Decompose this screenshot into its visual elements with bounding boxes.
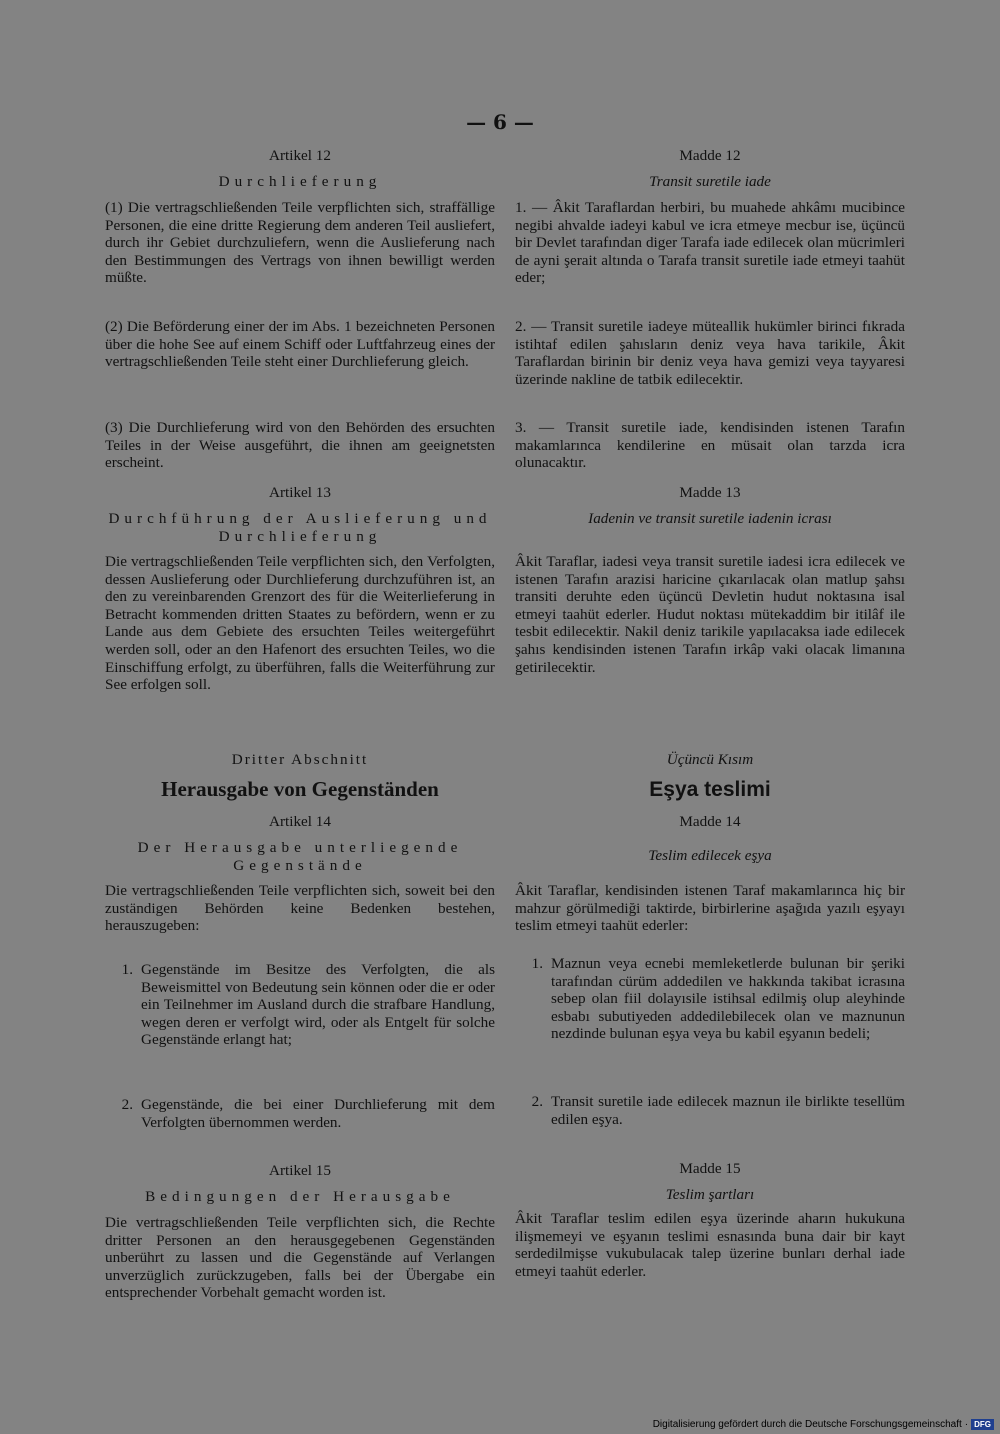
artikel-14-subtitle: Der Herausgabe unterliegende Gegenstände — [137, 839, 463, 874]
artikel-15-para-1: Die vertragschließenden Teile verpflichten sich, die Rechte dritter Personen an den herausgegebenen Gegenständen unberührt zu lassen und die Gegenstände auf Verlangen unverzüglich zurückzugeben, falls bei der Übergabe ein entsprechender Vorbehalt gemacht worden ist. — [105, 1214, 495, 1302]
madde-14-title: Madde 14 — [679, 813, 741, 830]
artikel-13-para-1: Die vertragschließenden Teile verpflichten sich, den Verfolgten, dessen Auslieferung oder Durchlieferung durchzuführen ist, an den zu vereinbarenden Grenzort des für die Weiterlieferung in Betracht kommenden dritten Staates zu befördern, wenn er zu Lande aus dem Gebiete des ersuchten Teiles weitergeführt werden soll, oder an den Hafenort des ersuchten Teiles, wo die Einschiffung erfolgt, zu überführen, falls die Weiterführung zur See erfolgen soll. — [105, 553, 495, 694]
section-3-title: Dritter Abschnitt — [231, 751, 369, 768]
section-3-heading-tr: Eşya teslimi — [649, 778, 771, 801]
artikel-13-subtitle: Durchführung der Auslieferung und Durchlieferung — [108, 510, 492, 545]
item-text: Gegenstände im Besitze des Verfolgten, die als Beweismittel von Bedeutung sein können oder die er oder ein Teilnehmer im Ausland durch die strafbare Handlung, wegen deren er verfolgt wird, oder als Entgelt für solche Gegenstände erlangt hat; — [141, 961, 495, 1049]
madde-14-item-2 — [515, 1093, 905, 1128]
madde-12-para-2: 2. — Transit suretile iadeye müteallik hukümler birinci fıkrada istihtaf edilen şahısların deniz veya hava tarikile, Âkit Taraflardan birinin bir deniz veya hava gemizi veya tayyaresi üzerinde nakline de tatbik edilecektir. — [515, 318, 905, 388]
section-3-title-tr: Üçüncü Kısım — [666, 751, 754, 768]
artikel-12-para-1: (1) Die vertragschließenden Teile verpflichten sich, straffällige Personen, die eine dritte Regierung dem anderen Teil ausliefert, durch ihr Gebiet durchzuliefern, wenn die Auslieferung nach den Bestimmungen des Vertrags von ihnen bewilligt werden müßte. — [105, 199, 495, 287]
madde-14-item-1 — [515, 955, 905, 1043]
page-number: — 6 — — [466, 110, 534, 134]
artikel-12-subtitle: Durchlieferung — [218, 173, 382, 190]
artikel-12-para-2: (2) Die Beförderung einer der im Abs. 1 bezeichneten Personen über die hohe See auf einem Schiff oder Luftfahrzeug eines der vertragschließenden Teile steht einer Durchlieferung gleich. — [105, 318, 495, 371]
artikel-12-title: Artikel 12 — [268, 147, 331, 164]
footer-text: Digitalisierung gefördert durch die Deutsche Forschungsgemeinschaft — [652, 1419, 962, 1430]
artikel-15-title: Artikel 15 — [268, 1162, 331, 1179]
madde-12-subtitle: Transit suretile iade — [649, 173, 771, 190]
item-text: Transit suretile iade edilecek maznun ile birlikte tesellüm edilen eşya. — [551, 1093, 905, 1128]
madde-13-title: Madde 13 — [679, 484, 741, 501]
artikel-12-para-3: (3) Die Durchlieferung wird von den Behörden des ersuchten Teiles in der Weise ausgeführt, die ihnen am geeignetsten erscheint. — [105, 419, 495, 472]
artikel-14-title: Artikel 14 — [268, 813, 331, 830]
item-number: 1. — [531, 955, 543, 972]
artikel-14-para-1: Die vertragschließenden Teile verpflichten sich, soweit bei den zuständigen Behörden keine Bedenken bestehen, herauszugeben: — [105, 882, 495, 935]
madde-13-subtitle: Iadenin ve transit suretile iadenin icrası — [588, 510, 832, 527]
digitization-footer: Digitalisierung gefördert durch die Deutsche Forschungsgemeinschaft · DFG — [653, 1419, 994, 1430]
section-3-heading: Herausgabe von Gegenständen — [161, 777, 439, 801]
artikel-14-item-2 — [105, 1096, 495, 1131]
madde-15-para-1: Âkit Taraflar teslim edilen eşya üzerinde aharın hukukuna ilişmemeyi ve eşyanın teslimi esnasında buna dair bir kayt serdedilmişse vukubulacak talep üzerine bunları derhal iade etmeyi taahüt ederler. — [515, 1210, 905, 1280]
madde-15-title: Madde 15 — [679, 1160, 741, 1177]
artikel-14-item-1 — [105, 961, 495, 1049]
artikel-13-title: Artikel 13 — [268, 484, 331, 501]
artikel-15-subtitle: Bedingungen der Herausgabe — [145, 1188, 455, 1205]
madde-12-para-3: 3. — Transit suretile iade, kendisinden istenen Tarafın makamlarınca kendilerine en müsait olan tarzda icra olunacaktır. — [515, 419, 905, 472]
madde-15-subtitle: Teslim şartları — [665, 1186, 755, 1203]
madde-14-subtitle: Teslim edilecek eşya — [648, 847, 772, 864]
madde-12-title: Madde 12 — [679, 147, 741, 164]
item-number: 1. — [121, 961, 133, 978]
item-text: Gegenstände, die bei einer Durchlieferung mit dem Verfolgten übernommen werden. — [141, 1096, 495, 1131]
madde-13-para-1: Âkit Taraflar, iadesi veya transit suretile iadesi icra edilecek ve istenen Tarafın arazisi haricine çıkarılacak olan matlup şahsı transiti deruhte eden üçüncü Devletin hudut noktasına isal etmeyi taahüt ederler. Hudut noktası mütekaddim bir itilâf ile tesbit edilecektir. Nakil deniz tarikile yapılacaksa iade edilecek şahıs kendisinden istenen Tarafın irkâp vaki olacak limanına getirilecektir. — [515, 553, 905, 676]
madde-14-para-1: Âkit Taraflar, kendisinden istenen Taraf makamlarınca hiç bir mahzur görülmediği taktirde, birbirlerine aşağıda yazılı eşyayı teslim etmeyi taahüt ederler: — [515, 882, 905, 935]
item-number: 2. — [531, 1093, 543, 1110]
madde-12-para-1: 1. — Âkit Taraflardan herbiri, bu muahede ahkâmı mucibince negibi ahvalde iadeyi kabul ve icra etmeye mecbur ise, üçüncü bir Devlet tarafından diger Tarafa iade edilecek olan mücrimleri de ayni şerait altında o Tarafa transit suretile iade etmeyi taahüt eder; — [515, 199, 905, 287]
item-text: Maznun veya ecnebi memleketlerde bulunan bir şeriki tarafından cürüm addedilen ve hakkında takibat icrasına sebep olan fiil dolayısile istihsal edilmiş olup aleyhinde esbabı subutiyeden addedilebilecek olan ve maznunun nezdinde bulunan eşya veya bu kabil eşyanın bedeli; — [551, 955, 905, 1043]
dfg-logo: DFG — [971, 1419, 994, 1430]
item-number: 2. — [121, 1096, 133, 1113]
